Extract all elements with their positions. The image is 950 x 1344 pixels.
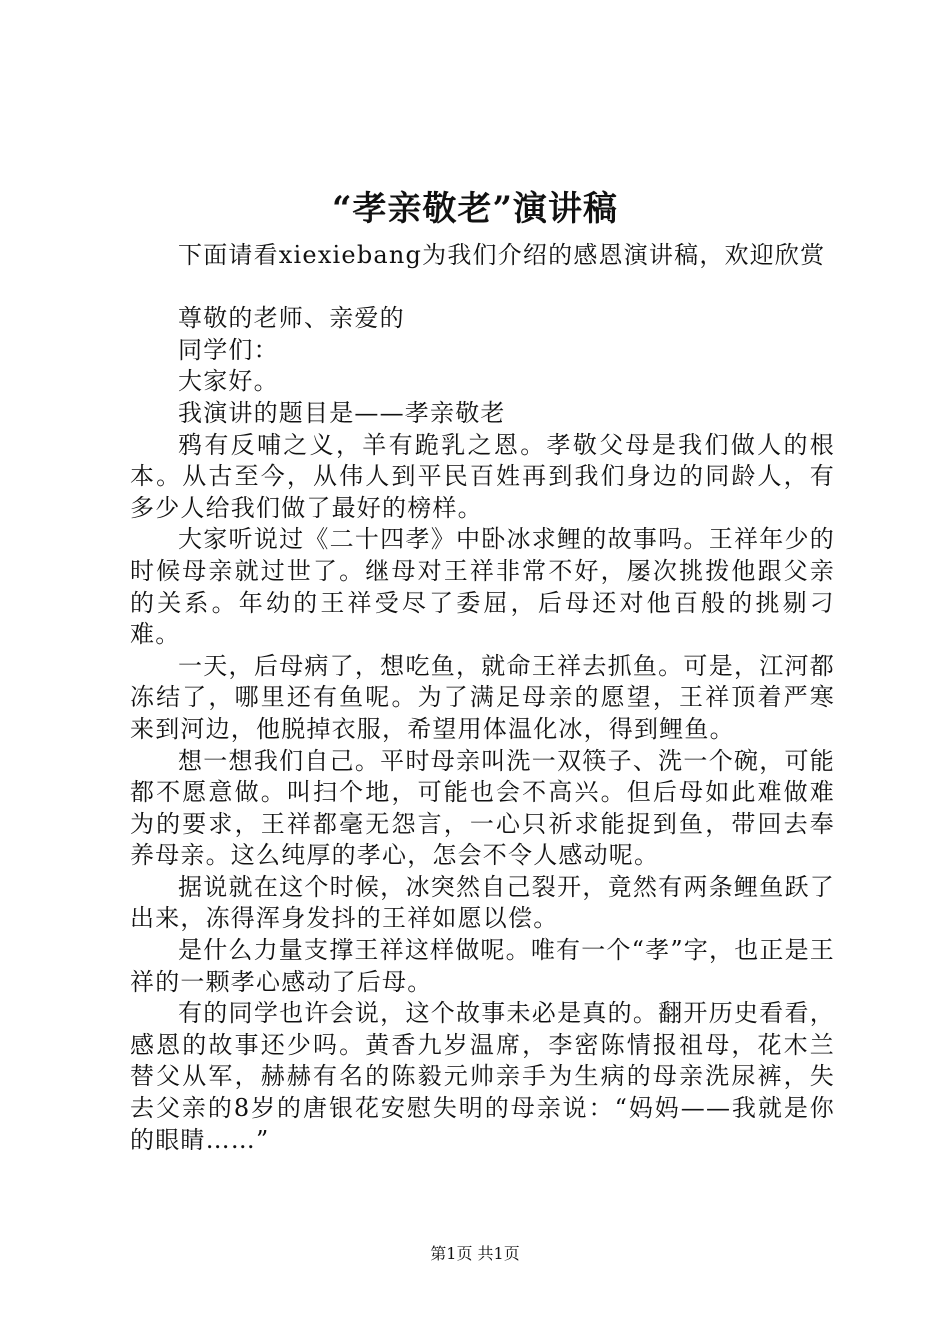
paragraph: 一天，后母病了，想吃鱼，就命王祥去抓鱼。可是，江河都冻结了，哪里还有鱼呢。为了满足母亲的愿望，王祥顶着严寒来到河边，他脱掉衣服，希望用体温化冰，得到鲤鱼。 [130,651,835,743]
paragraph: 大家好。 [178,367,279,396]
paragraph: 尊敬的老师、亲爱的 [178,304,405,333]
document-title: “孝亲敬老”演讲稿 [331,189,619,229]
paragraph: 我演讲的题目是——孝亲敬老 [178,398,506,427]
paragraph: 同学们： [178,335,279,364]
page-number-footer: 第1页 共1页 [430,1244,520,1263]
document-body [130,240,835,1156]
paragraph: 有的同学也许会说，这个故事未必是真的。翻开历史看看，感恩的故事还少吗。黄香九岁温席，李密陈情报祖母，花木兰替父从军，赫赫有名的陈毅元帅亲手为生病的母亲洗尿裤，失去父亲的8岁的唐银花安慰失明的母亲说：“妈妈——我就是你的眼睛……” [130,999,835,1154]
intro-paragraph: 下面请看xiexiebang为我们介绍的感恩演讲稿，欢迎欣赏 [178,241,826,269]
paragraph: 大家听说过《二十四孝》中卧冰求鲤的故事吗。王祥年少的时候母亲就过世了。继母对王祥非常不好，屡次挑拨他跟父亲的关系。年幼的王祥受尽了委屈，后母还对他百般的挑剔刁难。 [130,525,835,649]
paragraph: 据说就在这个时候，冰突然自己裂开，竟然有两条鲤鱼跃了出来，冻得浑身发抖的王祥如愿以偿。 [130,872,835,933]
paragraph: 是什么力量支撑王祥这样做呢。唯有一个“孝”字，也正是王祥的一颗孝心感动了后母。 [130,936,835,996]
paragraph: 鸦有反哺之义，羊有跪乳之恩。孝敬父母是我们做人的根本。从古至今，从伟人到平民百姓再到我们身边的同龄人，有多少人给我们做了最好的榜样。 [130,430,835,522]
paragraph: 想一想我们自己。平时母亲叫洗一双筷子、洗一个碗，可能都不愿意做。叫扫个地，可能也会不高兴。但后母如此难做难为的要求，王祥都毫无怨言，一心只祈求能捉到鱼，带回去奉养母亲。这么纯厚的孝心，怎会不令人感动呢。 [130,746,835,870]
